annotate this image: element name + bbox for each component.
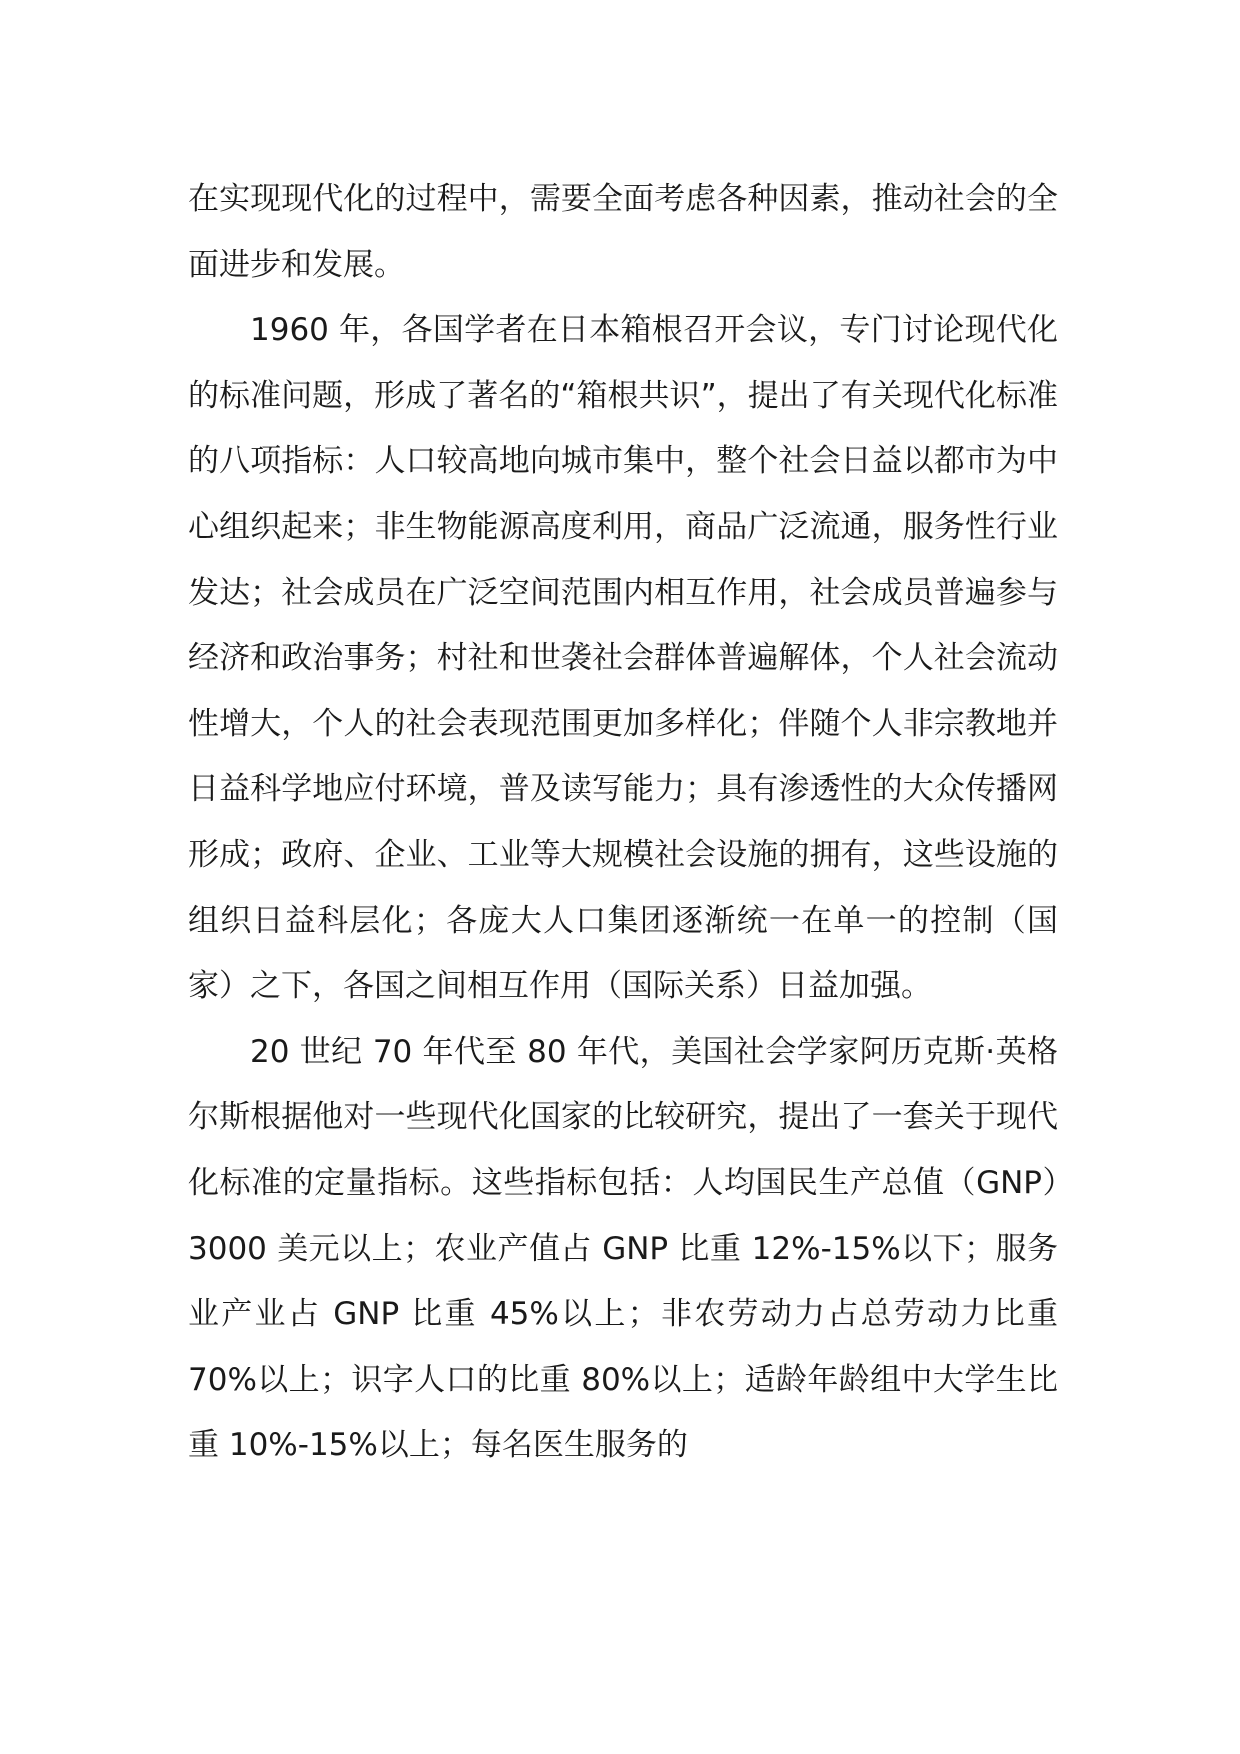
paragraph-hakone-consensus: 1960 年，各国学者在日本箱根召开会议，专门讨论现代化的标准问题，形成了著名的“箱根共识”，提出了有关现代化标准的八项指标：人口较高地向城市集中，整个社会日益以都市为中心组织起来；非生物能源高度利用，商品广泛流通，服务性行业发达；社会成员在广泛空间范围内相互作用，社会成员普遍参与经济和政治事务；村社和世袭社会群体普遍解体，个人社会流动性增大，个人的社会表现范围更加多样化；伴随个人非宗教地并日益科学地应付环境，普及读写能力；具有渗透性的大众传播网形成；政府、企业、工业等大规模社会设施的拥有，这些设施的组织日益科层化；各庞大人口集团逐渐统一在单一的控制（国家）之下，各国之间相互作用（国际关系）日益加强。	[188, 312, 1058, 1005]
paragraph-inkeles-indicators: 20 世纪 70 年代至 80 年代，美国社会学家阿历克斯·英格尔斯根据他对一些现代化国家的比较研究，提出了一套关于现代化标准的定量指标。这些指标包括：人均国民生产总值（GNP）3000 美元以上；农业产值占 GNP 比重 12%-15%以下；服务业产业占 GNP 比重 45%以上；非农劳动力占总劳动力比重 70%以上；识字人口的比重 80%以上；适龄年龄组中大学生比重 10%-15%以上；每名医生服务的	[188, 1033, 1058, 1464]
body-text	[188, 167, 1058, 1479]
paragraph-continuation: 在实现现代化的过程中，需要全面考虑各种因素，推动社会的全面进步和发展。	[188, 181, 1058, 283]
